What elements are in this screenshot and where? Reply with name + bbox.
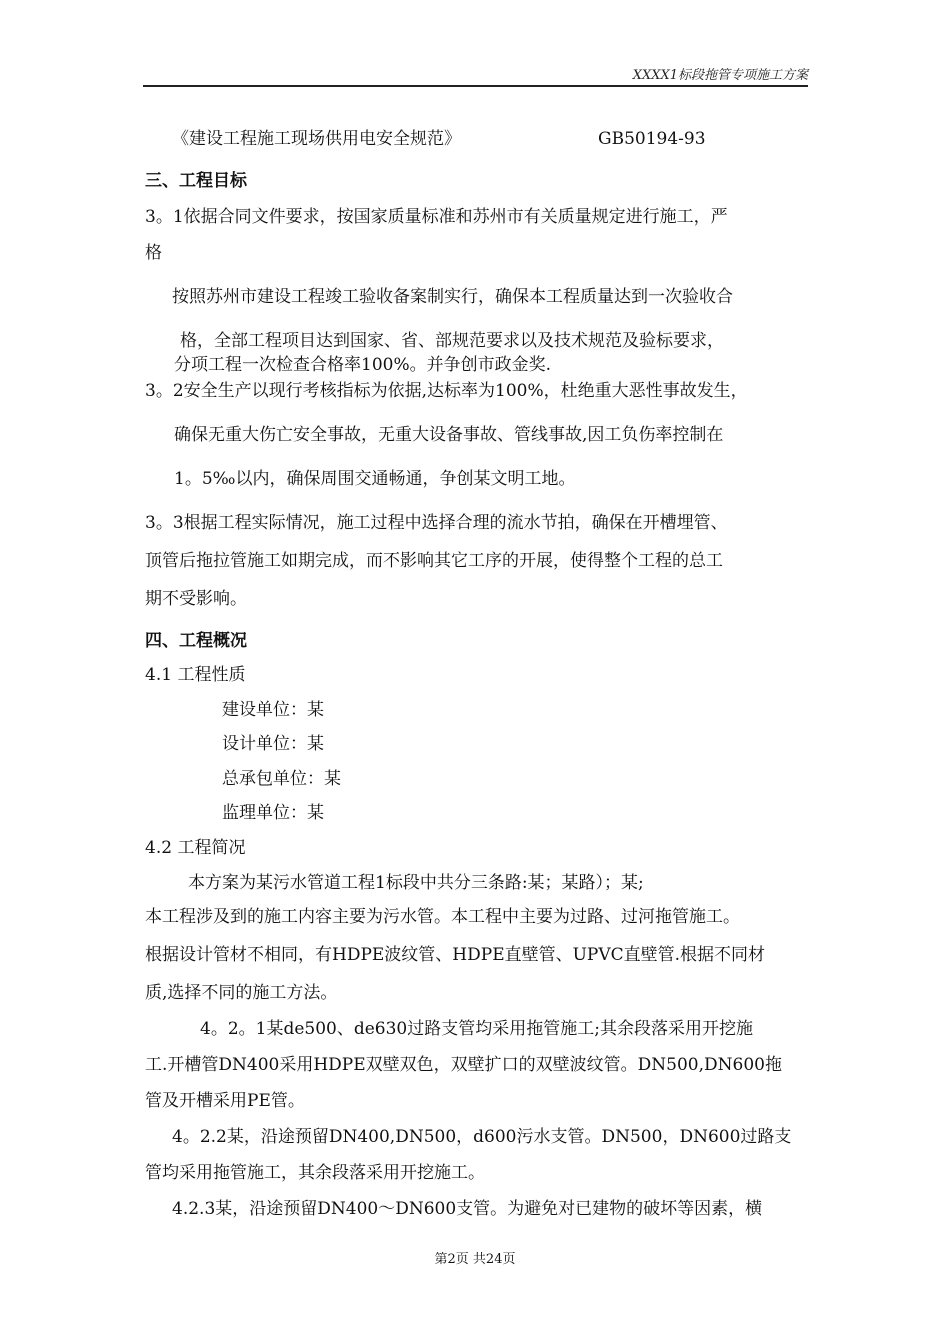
section-4-heading: 四、工程概况 [145,631,247,651]
para-4-2-line1: 本方案为某污水管道工程1标段中共分三条路:某；某路）；某; [188,873,644,893]
subsection-4-1: 4.1 工程性质 [145,665,246,685]
para-3-1-line4: 格，全部工程项目达到国家、省、部规范要求以及技术规范及验标要求， [180,331,724,351]
section-3-heading: 三、工程目标 [145,171,247,191]
para-4-2-line4: 质,选择不同的施工方法。 [145,983,338,1003]
unit-design: 设计单位：某 [222,734,324,754]
para-4-2-1-line2: 工.开槽管DN400采用HDPE双壁双色，双壁扩口的双壁波纹管。DN500,DN600拖 [145,1055,782,1075]
subsection-4-2: 4.2 工程简况 [145,838,246,858]
para-3-1-line5: 分项工程一次检查合格率100%。并争创市政金奖. [174,355,552,375]
para-3-2-line3: 1。5‰以内，确保周围交通畅通，争创某文明工地。 [174,469,576,489]
page-number: 第2页 共24页 [434,1252,516,1267]
para-4-2-3-line1: 4.2.3某，沿途预留DN400～DN600支管。为避免对已建物的破坏等因素，横 [172,1199,763,1219]
para-3-3-line3: 期不受影响。 [145,589,247,609]
reference-code: GB50194-93 [598,129,706,149]
para-3-2-line1: 3。2安全生产以现行考核指标为依据,达标率为100%，杜绝重大恶性事故发生， [145,381,748,401]
para-3-2-line2: 确保无重大伤亡安全事故，无重大设备事故、管线事故,因工负伤率控制在 [174,425,724,445]
para-4-2-1-line1: 4。2。1某de500、de630过路支管均采用拖管施工;其余段落采用开挖施 [200,1019,753,1039]
header-rule [143,85,808,87]
para-3-1-line2: 格 [145,243,162,263]
para-3-1-line3: 按照苏州市建设工程竣工验收备案制实行，确保本工程质量达到一次验收合 [172,287,733,307]
para-4-2-1-line3: 管及开槽采用PE管。 [145,1091,305,1111]
para-3-3-line2: 顶管后拖拉管施工如期完成，而不影响其它工序的开展，使得整个工程的总工 [145,551,723,571]
para-4-2-2-line2: 管均采用拖管施工，其余段落采用开挖施工。 [145,1163,485,1183]
para-3-3-line1: 3。3根据工程实际情况，施工过程中选择合理的流水节拍，确保在开槽埋管、 [145,513,728,533]
unit-construction: 建设单位：某 [222,700,324,720]
unit-general-contractor: 总承包单位：某 [222,769,341,789]
para-4-2-2-line1: 4。2.2某，沿途预留DN400,DN500，d600污水支管。DN500，DN600过路支 [172,1127,792,1147]
para-4-2-line2: 本工程涉及到的施工内容主要为污水管。本工程中主要为过路、过河拖管施工。 [145,907,740,927]
para-4-2-line3: 根据设计管材不相同，有HDPE波纹管、HDPE直壁管、UPVC直壁管.根据不同材 [145,945,766,965]
reference-title: 《建设工程施工现场供用电安全规范》 [172,129,461,149]
running-header: XXXX1标段拖管专项施工方案 [632,68,808,83]
unit-supervision: 监理单位：某 [222,803,324,823]
para-3-1-line1: 3。1依据合同文件要求，按国家质量标准和苏州市有关质量规定进行施工，严 [145,207,728,227]
